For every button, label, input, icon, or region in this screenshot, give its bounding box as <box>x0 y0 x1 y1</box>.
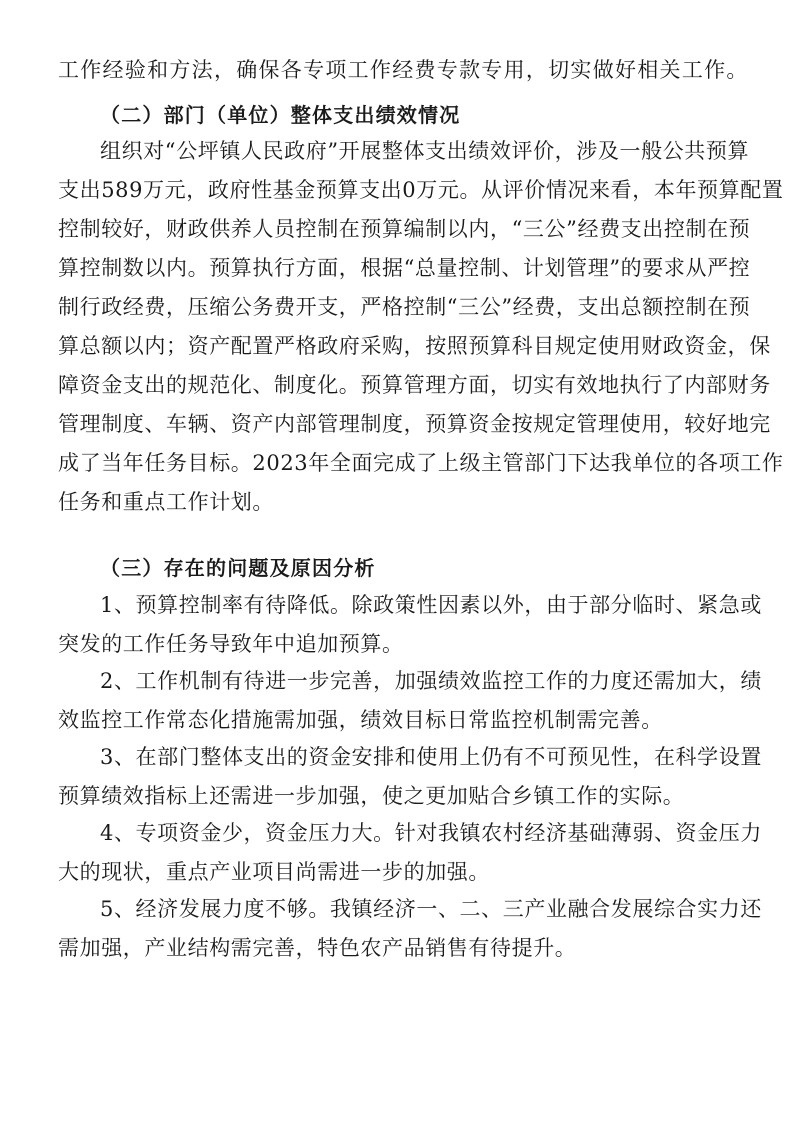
paragraph-line: 控制较好，财政供养人员控制在预算编制以内，“三公”经费支出控制在预 <box>58 217 751 241</box>
paragraph-line: 算总额以内；资产配置严格政府采购，按照预算科目规定使用财政资金，保 <box>58 334 771 358</box>
paragraph-line: 障资金支出的规范化、制度化。预算管理方面，切实有效地执行了内部财务 <box>58 373 771 397</box>
paragraph-line: 4、专项资金少，资金压力大。针对我镇农村经济基础薄弱、资金压力 <box>100 821 762 845</box>
section-heading-2: （二）部门（单位）整体支出绩效情况 <box>100 103 461 127</box>
paragraph-line: 效监控工作常态化措施需加强，绩效目标日常监控机制需完善。 <box>58 708 663 732</box>
paragraph-line: 突发的工作任务导致年中追加预算。 <box>58 632 404 656</box>
paragraph-line: 支出589万元，政府性基金预算支出0万元。从评价情况来看，本年预算配置 <box>58 178 784 202</box>
paragraph-line: 成了当年任务目标。2023年全面完成了上级主管部门下达我单位的各项工作 <box>58 451 784 475</box>
paragraph-line: 组织对“公坪镇人民政府”开展整体支出绩效评价，涉及一般公共预算 <box>100 139 750 163</box>
paragraph-line: 预算绩效指标上还需进一步加强，使之更加贴合乡镇工作的实际。 <box>58 784 685 808</box>
paragraph-line: 任务和重点工作计划。 <box>58 490 274 514</box>
paragraph-line: 管理制度、车辆、资产内部管理制度，预算资金按规定管理使用，较好地完 <box>58 412 771 436</box>
paragraph-line: 5、经济发展力度不够。我镇经济一、二、三产业融合发展综合实力还 <box>100 897 762 921</box>
paragraph-line: 1、预算控制率有待降低。除政策性因素以外，由于部分临时、紧急或 <box>100 593 762 617</box>
section-heading-3: （三）存在的问题及原因分析 <box>100 556 376 580</box>
paragraph-line: 2、工作机制有待进一步完善，加强绩效监控工作的力度还需加大，绩 <box>100 669 762 693</box>
paragraph-line: 3、在部门整体支出的资金安排和使用上仍有不可预见性，在科学设置 <box>100 745 762 769</box>
paragraph-line: 工作经验和方法，确保各专项工作经费专款专用，切实做好相关工作。 <box>58 58 748 82</box>
paragraph-line: 需加强，产业结构需完善，特色农产品销售有待提升。 <box>58 936 577 960</box>
paragraph-line: 算控制数以内。预算执行方面，根据“总量控制、计划管理”的要求从严控 <box>58 256 751 280</box>
paragraph-line: 大的现状，重点产业项目尚需进一步的加强。 <box>58 860 490 884</box>
paragraph-line: 制行政经费，压缩公务费开支，严格控制“三公”经费，支出总额控制在预 <box>58 295 751 319</box>
